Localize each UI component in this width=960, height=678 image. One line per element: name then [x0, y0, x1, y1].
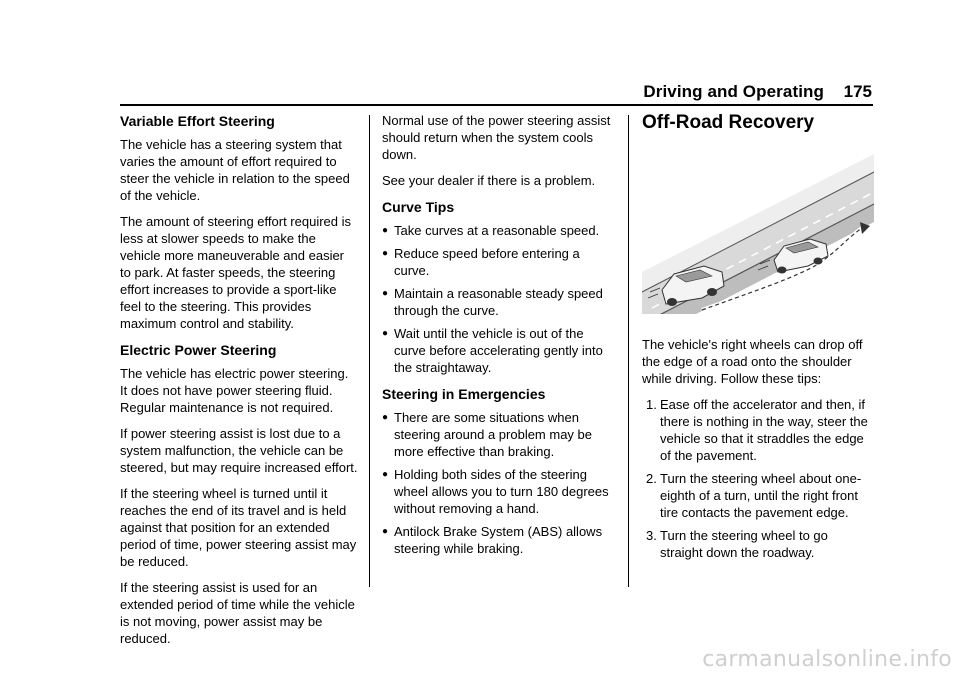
- list-item: 3. Turn the steering wheel to go straight down the roadway.: [646, 528, 828, 560]
- paragraph: Normal use of the power steering assist should return when the system cools down.: [382, 113, 611, 162]
- paragraph: If the steering assist is used for an extended period of time while the vehicle is not moving, power assist may be reduced.: [120, 580, 355, 646]
- paragraph: If the steering wheel is turned until it reaches the end of its travel and is held against that position for an extended period of time, power steering assist may be reduced.: [120, 486, 357, 569]
- bullet-icon: ●: [382, 328, 389, 339]
- list-item: 1. Ease off the accelerator and then, if there is nothing in the way, steer the vehicle so that it straddles the edge of the pavement.: [646, 397, 868, 463]
- list-item: ● Antilock Brake System (ABS) allows steering while braking.: [382, 524, 603, 556]
- bullet-icon: ●: [382, 248, 389, 259]
- bullet-icon: ●: [382, 412, 389, 423]
- off-road-recovery-illustration: [642, 142, 874, 314]
- column-divider-1: [369, 115, 370, 587]
- heading-curve-tips: Curve Tips: [382, 199, 455, 215]
- heading-variable-effort-steering: Variable Effort Steering: [120, 113, 275, 129]
- list-item: ● Holding both sides of the steering wheel allows you to turn 180 degrees without removing a hand.: [382, 467, 609, 516]
- watermark: carmanualsonline.info: [702, 647, 952, 672]
- emergencies-list: [382, 409, 612, 557]
- paragraph: The vehicle has electric power steering. It does not have power steering fluid. Regular maintenance is not required.: [120, 366, 349, 415]
- bullet-icon: ●: [382, 469, 389, 480]
- recovery-steps-list: [642, 396, 874, 561]
- page-header: [0, 82, 960, 104]
- column-3: [642, 112, 874, 567]
- bullet-icon: ●: [382, 526, 389, 537]
- list-item: ● There are some situations when steering around a problem may be more effective than braking.: [382, 410, 593, 459]
- list-item: ● Reduce speed before entering a curve.: [382, 246, 580, 278]
- curve-tips-list: [382, 222, 612, 376]
- list-item: ● Wait until the vehicle is out of the curve before accelerating gently into the straightaway.: [382, 326, 603, 375]
- list-item: ● Take curves at a reasonable speed.: [382, 223, 600, 238]
- column-1: [120, 112, 358, 656]
- paragraph: The amount of steering effort required is less at slower speeds to make the vehicle more maneuverable and easier to park. At faster speeds, the steering effort increases to provide a sport-like feel to the steering. This provides maximum control and stability.: [120, 214, 351, 331]
- header-rule: [120, 104, 873, 106]
- list-item: ● Maintain a reasonable steady speed through the curve.: [382, 286, 603, 318]
- paragraph: If power steering assist is lost due to a system malfunction, the vehicle can be steered, but may require increased effort.: [120, 426, 358, 475]
- column-2: [382, 112, 612, 566]
- heading-off-road-recovery: Off-Road Recovery: [642, 112, 815, 133]
- page-number: 175: [843, 82, 872, 101]
- heading-electric-power-steering: Electric Power Steering: [120, 342, 277, 358]
- bullet-icon: ●: [382, 225, 389, 236]
- section-title: Driving and Operating: [643, 82, 824, 101]
- column-divider-2: [628, 115, 629, 587]
- paragraph: The vehicle's right wheels can drop off the edge of a road onto the shoulder while driving. Follow these tips:: [642, 337, 863, 386]
- bullet-icon: ●: [382, 288, 389, 299]
- heading-steering-in-emergencies: Steering in Emergencies: [382, 386, 546, 402]
- paragraph: See your dealer if there is a problem.: [382, 173, 596, 188]
- paragraph: The vehicle has a steering system that varies the amount of effort required to steer the vehicle in relation to the speed of the vehicle.: [120, 137, 350, 203]
- list-item: 2. Turn the steering wheel about one-eighth of a turn, until the right front tire contacts the pavement edge.: [646, 471, 862, 520]
